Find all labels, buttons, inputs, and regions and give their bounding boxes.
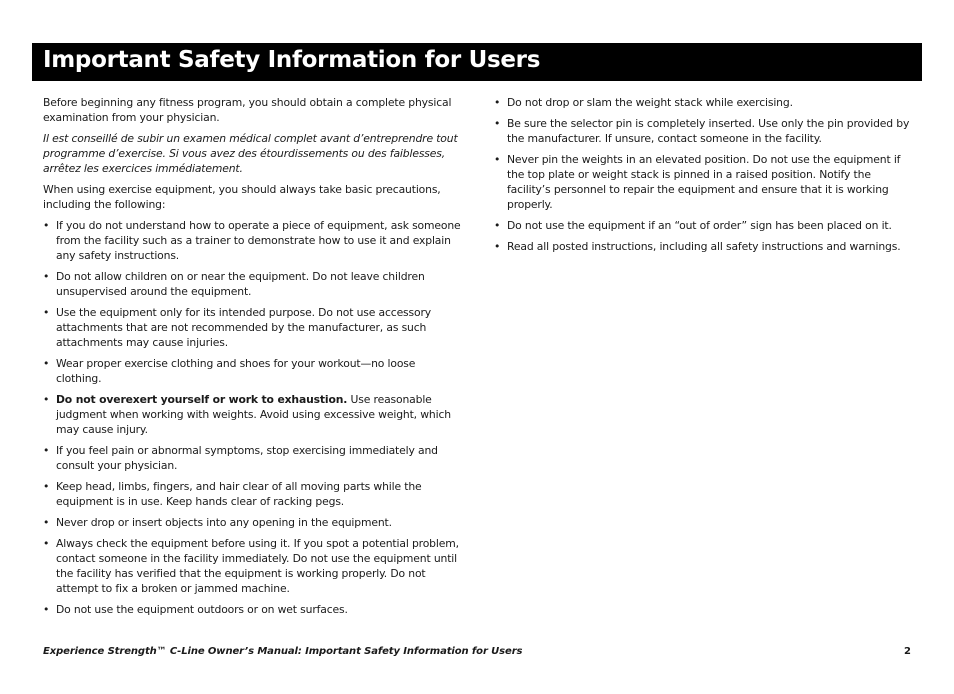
page-number: 2 bbox=[904, 646, 911, 657]
list-item bbox=[43, 515, 463, 530]
list-item-text: Always check the equipment before using it. If you spot a potential problem, contact someone in the facility immediately. Do not use the equipment until the facility has verified that the equipment is working properly. Do not attempt to fix a broken or jammed machine. bbox=[56, 537, 459, 595]
page-title: Important Safety Information for Users bbox=[43, 47, 541, 73]
list-item-text: Read all posted instructions, including all safety instructions and warnings. bbox=[507, 240, 901, 253]
list-item-text: Keep head, limbs, fingers, and hair clear of all moving parts while the equipment is in use. Keep hands clear of racking pegs. bbox=[56, 480, 422, 508]
list-item bbox=[43, 392, 463, 437]
list-item bbox=[43, 443, 463, 473]
list-item-text: Be sure the selector pin is completely inserted. Use only the pin provided by the manufacturer. If unsure, contact someone in the facility. bbox=[507, 117, 910, 145]
footer-title: Experience Strength™ C-Line Owner’s Manual: Important Safety Information for Users bbox=[43, 646, 523, 657]
list-item bbox=[43, 356, 463, 386]
list-item-bold-lead: Do not overexert yourself or work to exhaustion. bbox=[56, 393, 348, 406]
list-item bbox=[43, 305, 463, 350]
list-item bbox=[43, 602, 463, 617]
intro-paragraph: Before beginning any fitness program, you should obtain a complete physical examination from your physician. bbox=[43, 96, 452, 124]
left-bullet-list bbox=[43, 218, 463, 617]
list-item-text: Use reasonable judgment when working with weights. Avoid using excessive weight, which may cause injury. bbox=[56, 393, 451, 436]
list-item bbox=[43, 479, 463, 509]
list-item bbox=[43, 269, 463, 299]
list-item-text: Do not drop or slam the weight stack while exercising. bbox=[507, 96, 793, 109]
precautions-paragraph: When using exercise equipment, you should always take basic precautions, including the following: bbox=[43, 183, 441, 211]
left-column bbox=[43, 95, 463, 623]
intro-french-paragraph: Il est conseillé de subir un examen médical complet avant d’entreprendre tout programme d’exercise. Si vous avez des étourdissements ou des faiblesses, arrêtez les exercices immédiatement. bbox=[43, 132, 458, 175]
right-column bbox=[494, 95, 912, 260]
list-item bbox=[494, 218, 912, 233]
list-item-text: Do not use the equipment if an “out of order” sign has been placed on it. bbox=[507, 219, 892, 232]
title-bar bbox=[32, 43, 922, 81]
list-item-text: Do not use the equipment outdoors or on wet surfaces. bbox=[56, 603, 348, 616]
list-item-text: Never pin the weights in an elevated position. Do not use the equipment if the top plate or weight stack is pinned in a raised position. Notify the facility’s personnel to repair the equipment and ensure that it is working properly. bbox=[507, 153, 901, 211]
list-item bbox=[494, 95, 912, 110]
list-item-text: Do not allow children on or near the equipment. Do not leave children unsupervised around the equipment. bbox=[56, 270, 425, 298]
list-item-text: Wear proper exercise clothing and shoes for your workout—no loose clothing. bbox=[56, 357, 416, 385]
list-item-text: Use the equipment only for its intended purpose. Do not use accessory attachments that are not recommended by the manufacturer, as such attachments may cause injuries. bbox=[56, 306, 431, 349]
list-item-text: Never drop or insert objects into any opening in the equipment. bbox=[56, 516, 392, 529]
list-item bbox=[494, 152, 912, 212]
list-item bbox=[494, 116, 912, 146]
list-item bbox=[43, 218, 463, 263]
right-bullet-list bbox=[494, 95, 912, 254]
list-item-text: If you feel pain or abnormal symptoms, stop exercising immediately and consult your physician. bbox=[56, 444, 438, 472]
list-item-text: If you do not understand how to operate a piece of equipment, ask someone from the facility such as a trainer to demonstrate how to use it and explain any safety instructions. bbox=[56, 219, 461, 262]
list-item bbox=[43, 536, 463, 596]
list-item bbox=[494, 239, 912, 254]
